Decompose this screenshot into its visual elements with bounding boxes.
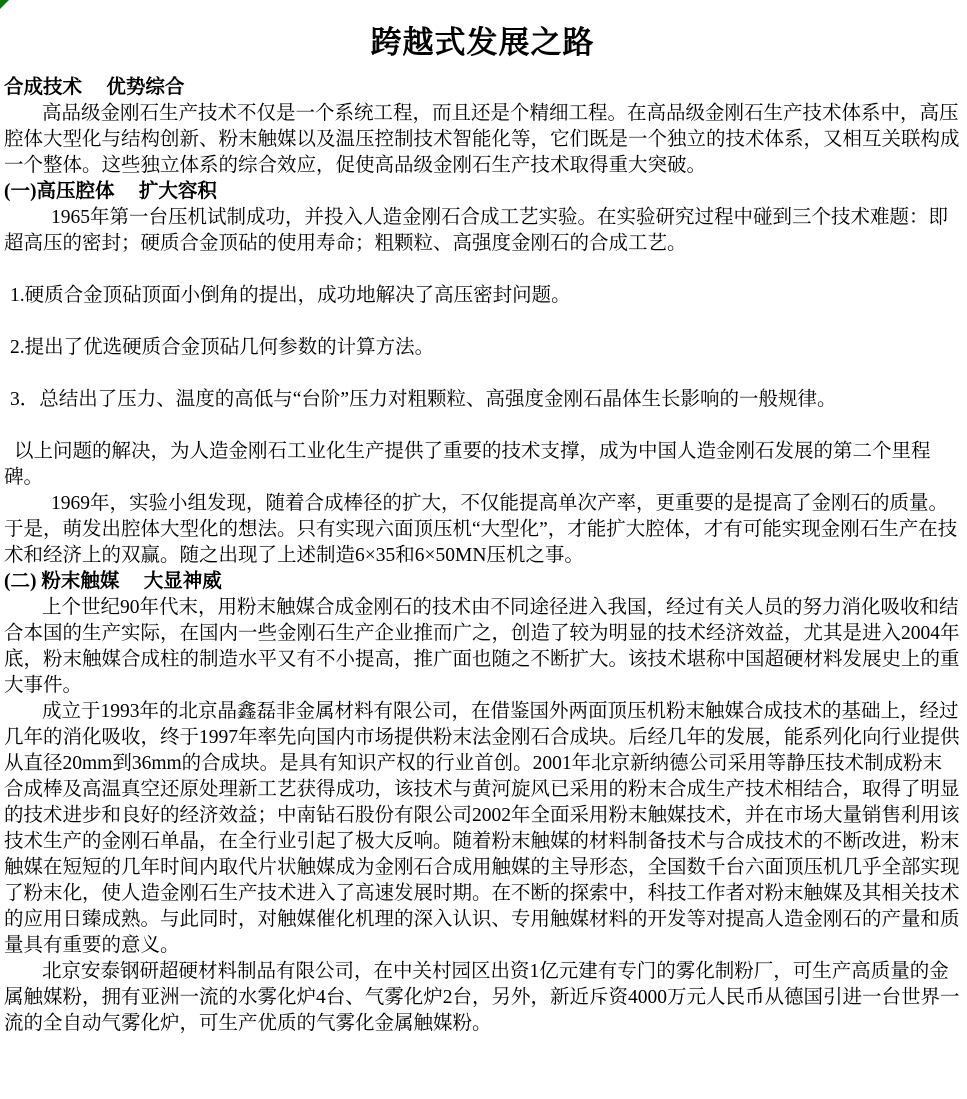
document-body <box>4 75 961 1037</box>
section-heading-high-pressure-chamber: (一)高压腔体 扩大容积 <box>4 181 217 202</box>
list-item-3: 3．总结出了压力、温度的高低与“台阶”压力对粗颗粒、高强度金刚石晶体生长影响的一般规律。 <box>10 389 837 410</box>
paragraph-milestone: 以上问题的解决，为人造金刚石工业化生产提供了重要的技术支撑，成为中国人造金刚石发展的第二个里程碑。 <box>4 441 931 488</box>
paragraph-1965-press: 1965年第一台压机试制成功，并投入人造金刚石合成工艺实验。在实验研究过程中碰到三个技术难题：即超高压的密封；硬质合金顶砧的使用寿命；粗颗粒、高强度金刚石的合成工艺。 <box>4 207 949 254</box>
green-corner-artifact-icon <box>0 0 9 9</box>
paragraph-companies-history: 成立于1993年的北京晶鑫磊非金属材料有限公司，在借鉴国外两面顶压机粉末触媒合成技术的基础上，经过几年的消化吸收，终于1997年率先向国内市场提供粉末法金刚石合成块。后经几年的发展，能系列化向行业提供从直径20mm到36mm的合成块。是具有知识产权的行业首创。2001年北京新纳德公司采用等静压技术制成粉末合成棒及高温真空还原处理新工艺获得成功，该技术与黄河旋风已采用的粉末合成生产技术相结合，取得了明显的技术进步和良好的经济效益；中南钻石股份有限公司2002年全面采用粉末触媒技术，并在市场大量销售利用该技术生产的金刚石单晶，在全行业引起了极大反响。随着粉末触媒的材料制备技术与合成技术的不断改进，粉末触媒在短短的几年时间内取代片状触媒成为金刚石合成用触媒的主导形态，全国数千台六面顶压机几乎全部实现了粉末化，使人造金刚石生产技术进入了高速发展时期。在不断的探索中，科技工作者对粉末触媒及其相关技术的应用日臻成熟。与此同时，对触媒催化机理的深入认识、专用触媒材料的开发等对提高人造金刚石的产量和质量具有重要的意义。 <box>4 701 960 956</box>
paragraph-1969-discovery: 1969年，实验小组发现，随着合成棒径的扩大，不仅能提高单次产率，更重要的是提高了金刚石的质量。于是，萌发出腔体大型化的想法。只有实现六面顶压机“大型化”，才能扩大腔体，才有可能实现金刚石生产在技术和经济上的双赢。随之出现了上述制造6×35和6×50MN压机之事。 <box>4 493 958 566</box>
paragraph-beijing-antai: 北京安泰钢研超硬材料制品有限公司，在中关村园区出资1亿元建有专门的雾化制粉厂，可生产高质量的金属触媒粉，拥有亚洲一流的水雾化炉4台、气雾化炉2台，另外，新近斥资4000万元人民币从德国引进一台世界一流的全自动气雾化炉，可生产优质的气雾化金属触媒粉。 <box>4 961 960 1034</box>
section-heading-synthesis-tech: 合成技术 优势综合 <box>4 77 185 98</box>
list-item-1: 1.硬质合金顶砧顶面小倒角的提出，成功地解决了高压密封问题。 <box>10 285 571 306</box>
paragraph-1990s-powder-catalyst: 上个世纪90年代末，用粉末触媒合成金刚石的技术由不同途径进入我国，经过有关人员的努力消化吸收和结合本国的生产实际，在国内一些金刚石生产企业推而广之，创造了较为明显的技术经济效益，尤其是进入2004年底，粉末触媒合成柱的制造水平又有不小提高，推广面也随之不断扩大。该技术堪称中国超硬材料发展史上的重大事件。 <box>4 597 960 696</box>
paragraph-intro: 高品级金刚石生产技术不仅是一个系统工程，而且还是个精细工程。在高品级金刚石生产技术体系中，高压腔体大型化与结构创新、粉末触媒以及温压控制技术智能化等，它们既是一个独立的技术体系，又相互关联构成一个整体。这些独立体系的综合效应，促使高品级金刚石生产技术取得重大突破。 <box>4 103 960 176</box>
list-item-2: 2.提出了优选硬质合金顶砧几何参数的计算方法。 <box>10 337 435 358</box>
page-title: 跨越式发展之路 <box>370 25 595 60</box>
section-heading-powder-catalyst: (二) 粉末触媒 大显神威 <box>4 571 222 592</box>
